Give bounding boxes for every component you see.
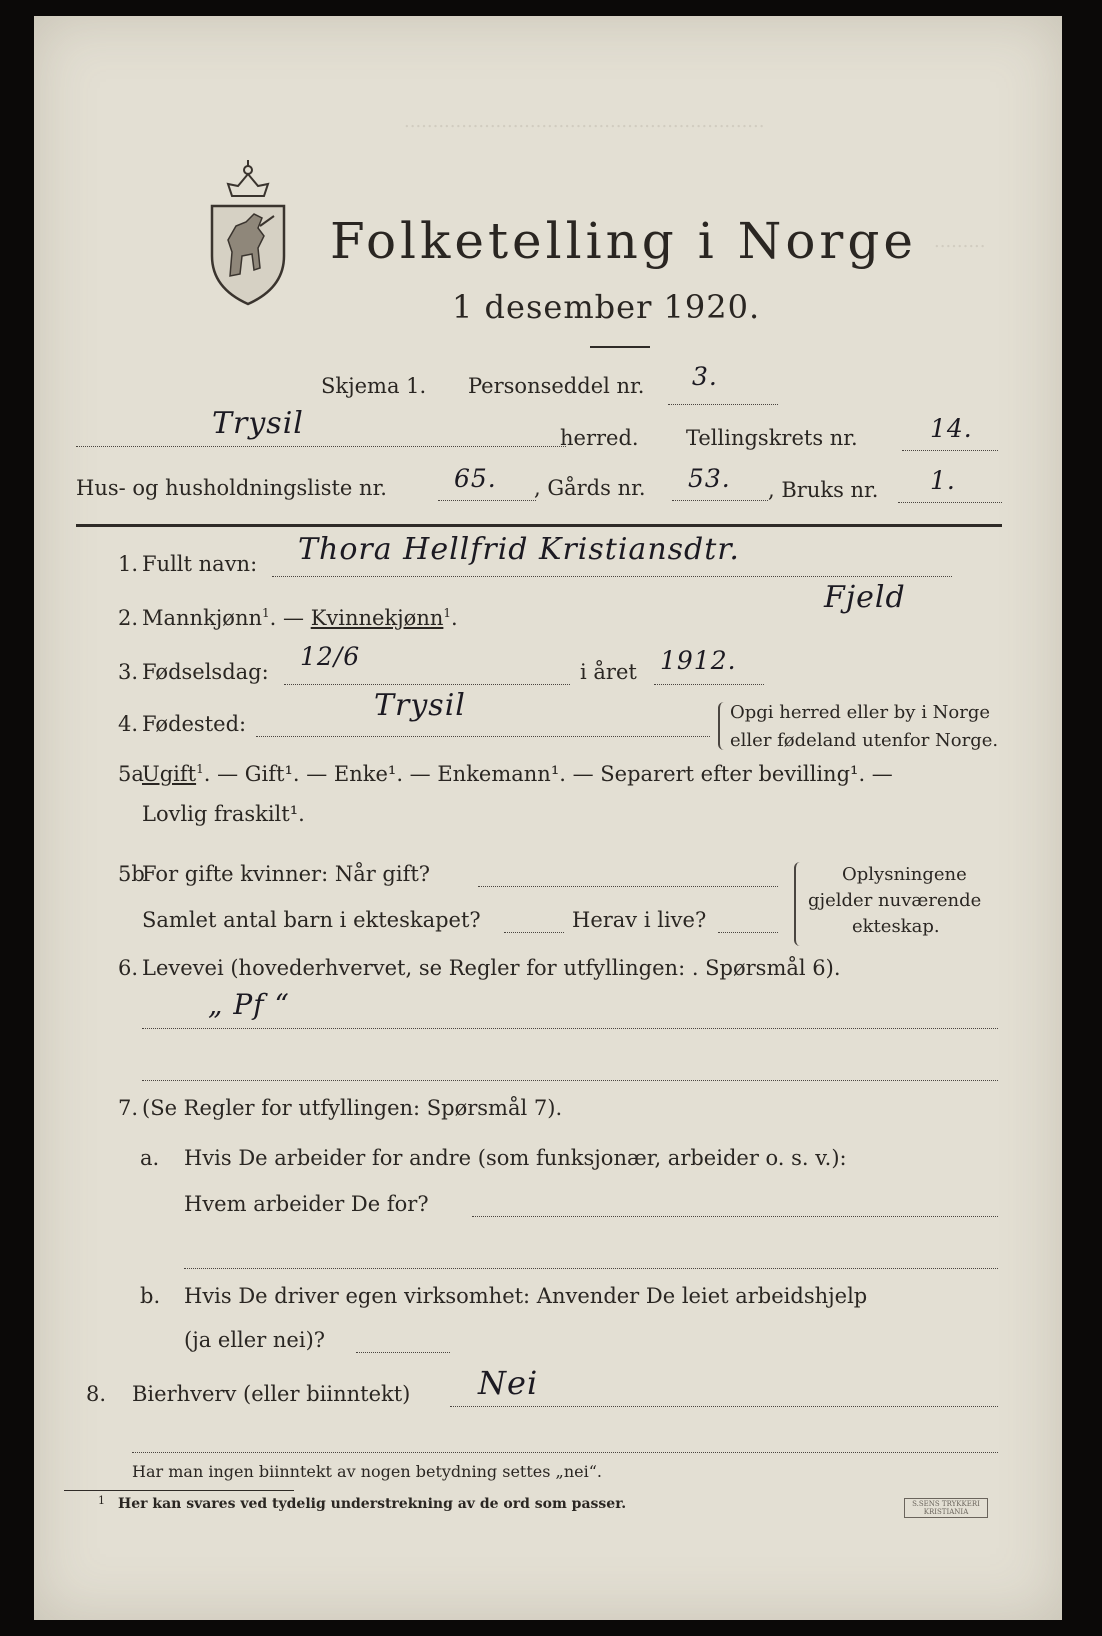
q1-label: Fullt navn: (142, 552, 258, 576)
q4-note-2: eller fødeland utenfor Norge. (730, 730, 999, 751)
q5a-line-2: Lovlig fraskilt¹. (142, 802, 305, 826)
footnote-text: Her kan svares ved tydelig understrekning av de ord som passer. (118, 1496, 627, 1512)
occupation-value: „ Pf “ (208, 988, 290, 1021)
q7b-letter: b. (140, 1284, 161, 1308)
q4-line (256, 736, 710, 737)
husliste-label: Hus- og husholdningsliste nr. (76, 476, 387, 500)
q7a-text: Hvis De arbeider for andre (som funksjonær, arbeider o. s. v.): (184, 1146, 847, 1170)
q4-note-1: Opgi herred eller by i Norge (730, 702, 991, 723)
q5a-line (142, 762, 893, 786)
birthplace-value: Trysil (374, 688, 466, 723)
printer-stamp: S.SENS TRYKKERI KRISTIANIA (904, 1498, 988, 1518)
q5a-number: 5a (118, 762, 144, 786)
birthday-value: 12/6 (300, 642, 361, 671)
coat-of-arms-icon (202, 156, 294, 306)
census-date: 1 desember 1920. (452, 288, 761, 326)
personseddel-line (668, 404, 778, 405)
year-label: i året (580, 660, 637, 684)
mannkjonn-option: Mannkjønn (142, 606, 263, 630)
q5b-note-2: gjelder nuværende (808, 890, 982, 911)
gards-line (672, 500, 768, 501)
q7a-line-1 (472, 1216, 998, 1217)
q5b-brace (794, 862, 802, 946)
bruks-value: 1. (930, 466, 956, 495)
kvinnekjonn-option-selected: Kvinnekjønn (310, 606, 444, 630)
bleed-through-text: ......... (934, 231, 986, 252)
q5b-line-3 (718, 932, 778, 933)
q5b-note-1: Oplysningene (842, 864, 967, 885)
q2-separator: . — (269, 606, 305, 630)
q8-label: Bierhverv (eller biinntekt) (132, 1382, 411, 1406)
q7b-line (356, 1352, 450, 1353)
bruks-line (898, 502, 1002, 503)
bruks-label: , Bruks nr. (768, 478, 879, 502)
tellingskrets-value: 14. (930, 414, 973, 443)
q4-number: 4. (118, 712, 139, 736)
form-title: Folketelling i Norge (330, 212, 917, 270)
q8-line-2 (132, 1452, 998, 1453)
ugift-option-selected: Ugift (142, 762, 197, 786)
footer-note: Har man ingen biinntekt av nogen betydning settes „nei“. (132, 1462, 602, 1481)
q5b-label-1: For gifte kvinner: Når gift? (142, 862, 431, 886)
skjema-label: Skjema 1. (321, 374, 427, 398)
husliste-line (438, 500, 536, 501)
q6-number: 6. (118, 956, 139, 980)
footnote-rule (64, 1490, 294, 1491)
q5b-line-1 (478, 886, 778, 887)
tellingskrets-line (902, 450, 998, 451)
q8-line-1 (450, 1406, 998, 1407)
personseddel-value: 3. (692, 362, 718, 391)
q7-label: (Se Regler for utfyllingen: Spørsmål 7). (142, 1096, 563, 1120)
q7b-question: (ja eller nei)? (184, 1328, 326, 1352)
superscript: 1 (262, 606, 270, 620)
q3-label: Fødselsdag: (142, 660, 269, 684)
q5b-label-2: Samlet antal barn i ekteskapet? (142, 908, 481, 932)
census-form-page (34, 16, 1062, 1620)
personseddel-label: Personseddel nr. (468, 374, 645, 398)
q5a-options: . — Gift¹. — Enke¹. — Enkemann¹. — Separert efter bevilling¹. — (203, 762, 893, 786)
q2-number: 2. (118, 606, 139, 630)
tellingskrets-label: Tellingskrets nr. (686, 426, 858, 450)
q7a-question: Hvem arbeider De for? (184, 1192, 429, 1216)
year-value: 1912. (660, 646, 737, 675)
q1-value: Thora Hellfrid Kristiansdtr. (298, 532, 740, 567)
q1-line (272, 576, 952, 577)
husliste-value: 65. (454, 464, 497, 493)
gards-value: 53. (688, 464, 731, 493)
gards-label: , Gårds nr. (534, 476, 646, 500)
q6-label: Levevei (hovederhvervet, se Regler for utfyllingen: . Spørsmål 6). (142, 956, 841, 980)
footnote-mark: 1 (98, 1494, 105, 1507)
bleed-through-text: ............................................................... (404, 111, 765, 132)
q4-label: Fødested: (142, 712, 247, 736)
q7b-text: Hvis De driver egen virksomhet: Anvender De leiet arbeidshjelp (184, 1284, 868, 1308)
q6-line-1 (142, 1028, 998, 1029)
year-line (654, 684, 764, 685)
superscript: 1 (196, 762, 204, 776)
herred-value: Trysil (212, 406, 304, 441)
herred-label: herred. (560, 426, 639, 450)
q3-line (284, 684, 570, 685)
q5b-line-2 (504, 932, 564, 933)
q7-number: 7. (118, 1096, 139, 1120)
q1-value-surname: Fjeld (824, 580, 906, 615)
q2-end: . (451, 606, 458, 630)
q8-number: 8. (86, 1382, 107, 1406)
q5b-label-3: Herav i live? (572, 908, 707, 932)
q5b-number: 5b (118, 862, 145, 886)
q7a-letter: a. (140, 1146, 160, 1170)
herred-line (76, 446, 566, 447)
q7a-line-2 (184, 1268, 998, 1269)
q1-number: 1. (118, 552, 139, 576)
q2-line (142, 606, 458, 630)
q6-line-2 (142, 1080, 998, 1081)
side-income-value: Nei (478, 1364, 539, 1402)
q3-number: 3. (118, 660, 139, 684)
superscript: 1 (443, 606, 452, 620)
title-divider (590, 346, 650, 348)
q4-brace (718, 702, 726, 750)
q5b-note-3: ekteskap. (852, 916, 940, 937)
header-rule (76, 524, 1002, 527)
